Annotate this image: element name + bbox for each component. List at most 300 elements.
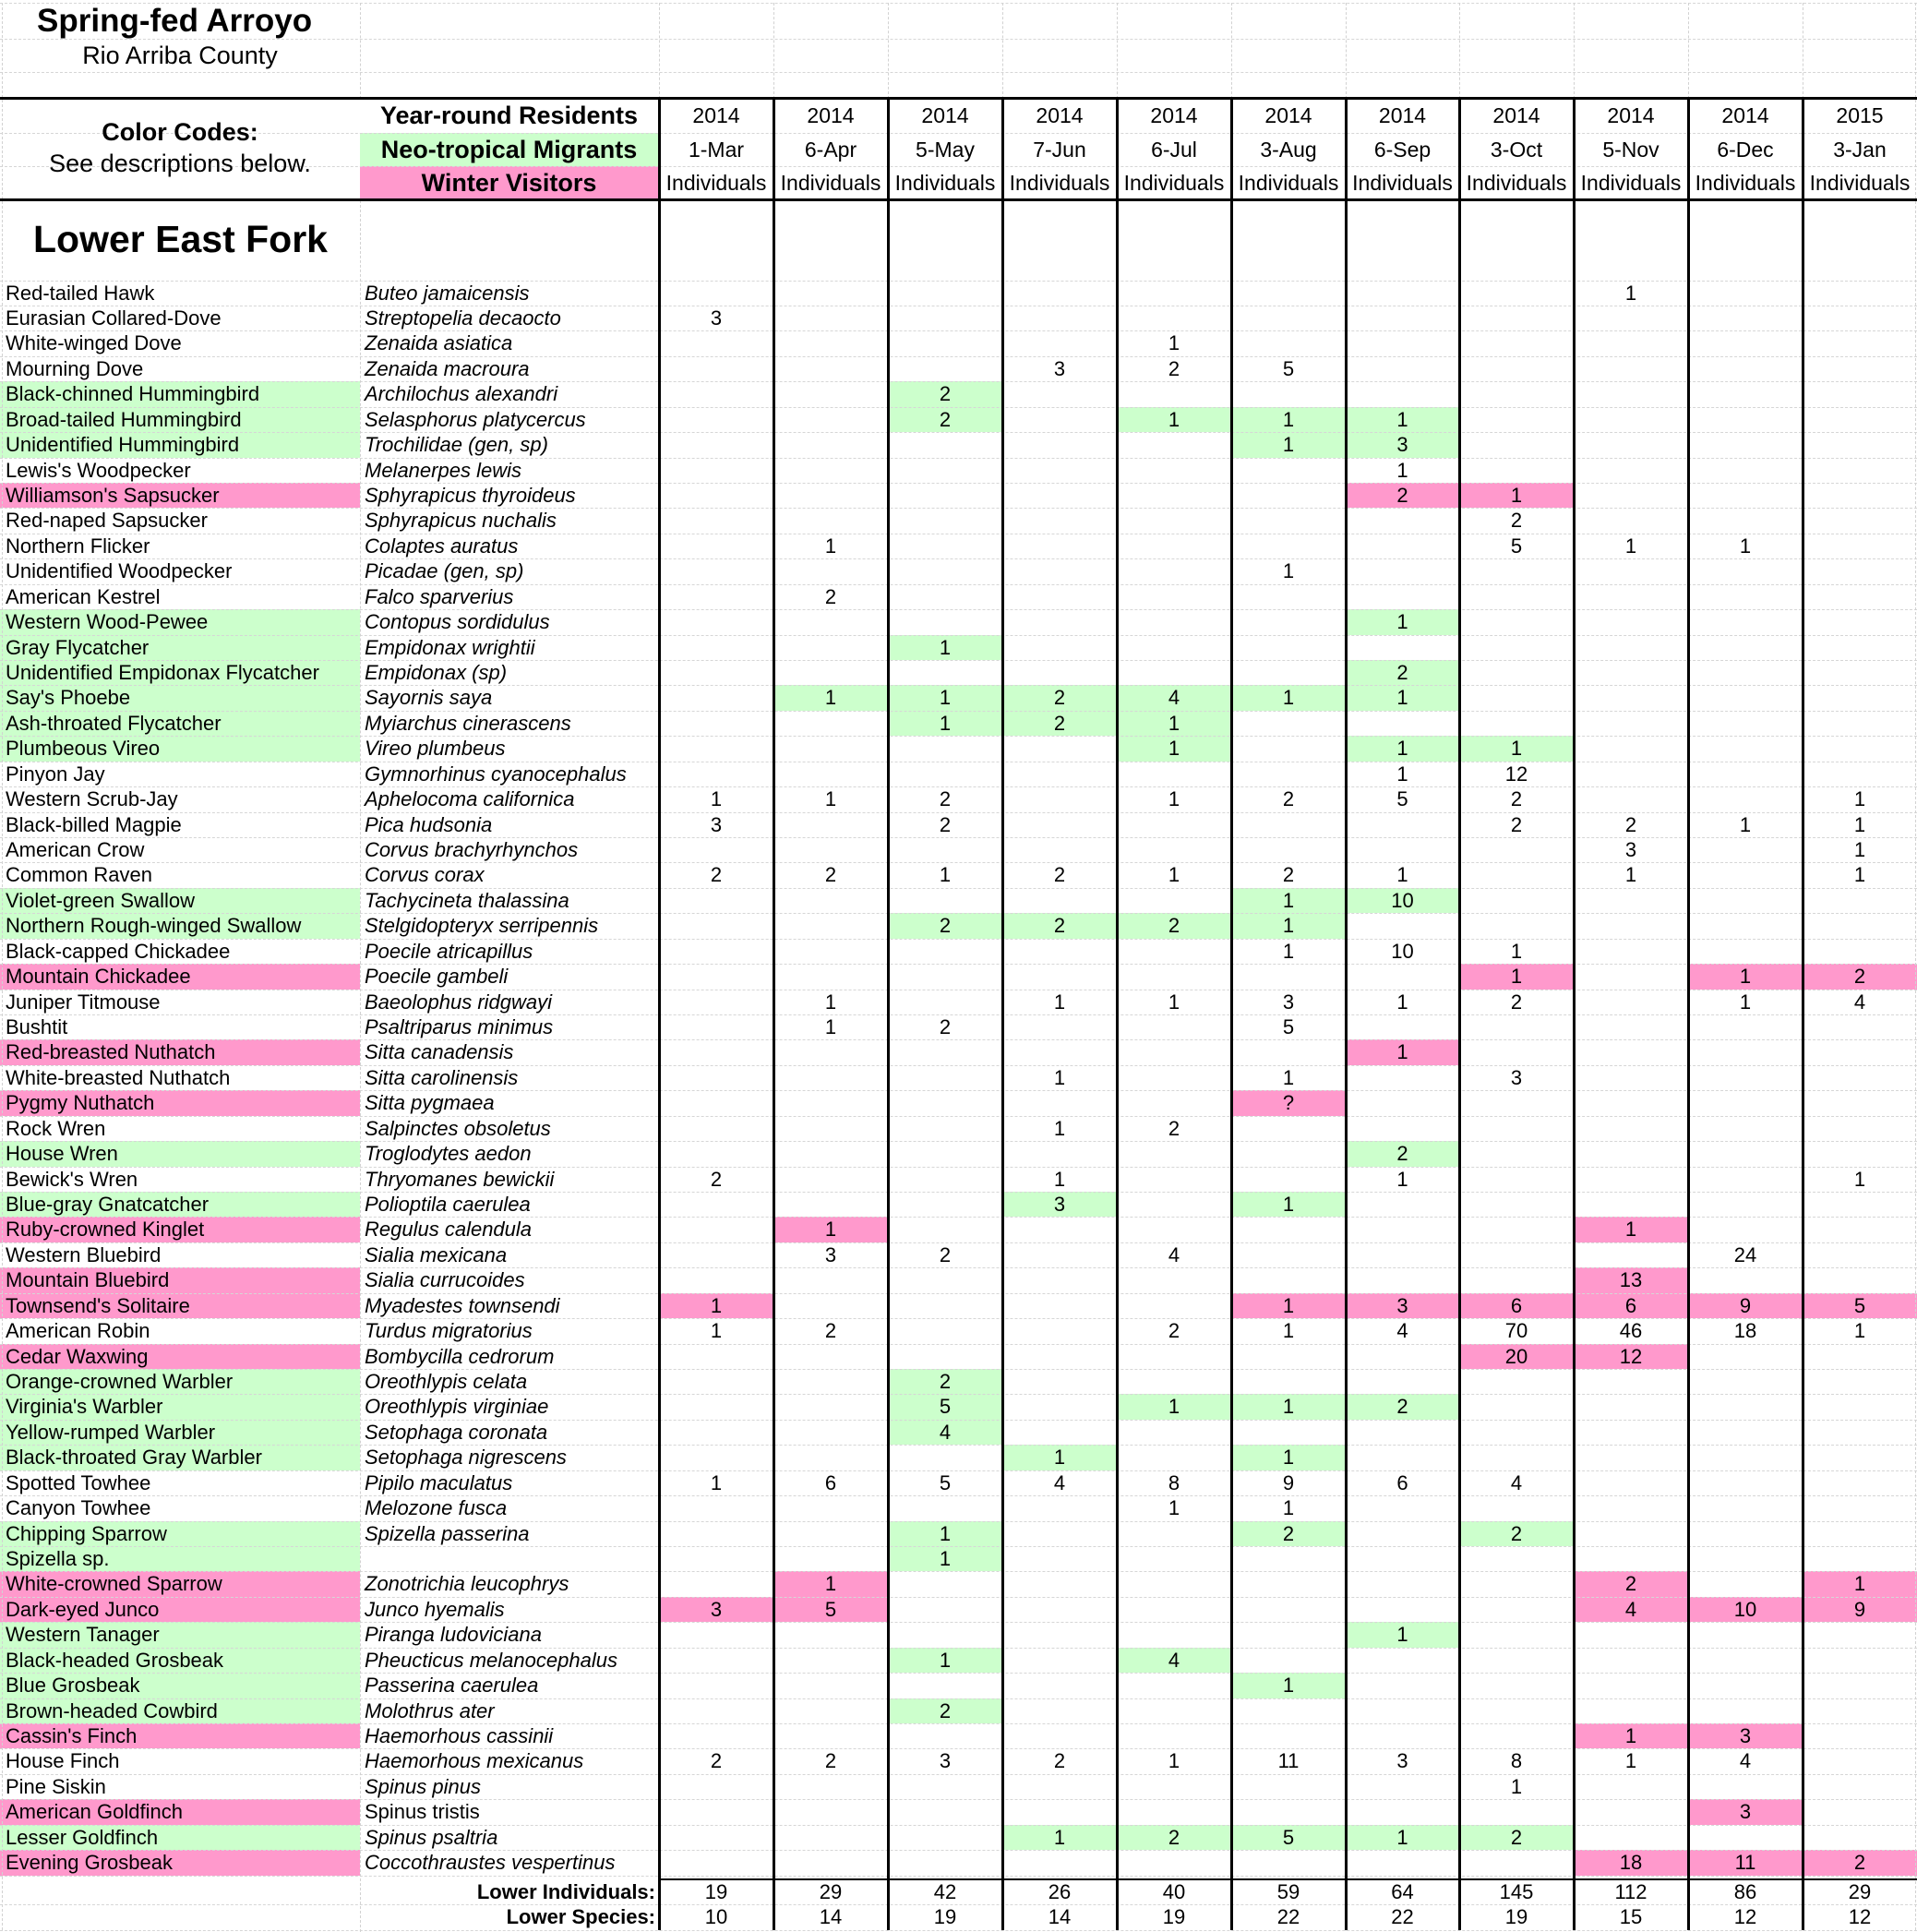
count-cell [659,1546,773,1571]
count-cell [773,939,888,964]
count-cell [1117,1673,1231,1698]
count-cell: 70 [1504,1319,1528,1343]
species-scientific-name: Sialia mexicana [365,1242,508,1266]
legend-winter-visitors: Winter Visitors [421,169,597,197]
count-cell [888,1065,1002,1090]
count-cell: 10 [1391,888,1414,912]
count-cell: 2 [1510,1521,1523,1545]
count-cell [1231,1698,1346,1723]
count-cell: 3 [1396,1749,1408,1773]
count-cell [1117,1065,1231,1090]
grid-col-line [659,3,660,99]
count-cell: 1 [939,863,952,887]
count-cell [1459,1242,1574,1267]
count-cell [1002,407,1117,432]
count-cell [659,1673,773,1698]
count-cell [1117,483,1231,508]
species-common-name: House Wren [6,1142,118,1166]
count-cell [773,1723,888,1748]
species-common-name: Bushtit [6,1014,68,1038]
count-cell [1803,1267,1917,1292]
species-scientific-name: Spinus tristis [365,1800,480,1824]
species-common-name: Violet-green Swallow [6,888,196,912]
column-year: 2015 [1836,103,1884,127]
count-cell [1459,1090,1574,1115]
count-cell [773,1141,888,1166]
count-cell: 1 [1168,990,1180,1014]
count-cell: 1 [1282,1319,1295,1343]
count-cell [1459,1394,1574,1419]
count-cell [1346,1850,1459,1875]
count-cell [1346,635,1459,660]
count-cell [773,381,888,406]
count-cell: 20 [1504,1344,1528,1368]
count-cell: 2 [1510,787,1523,811]
count-cell [659,1495,773,1520]
species-common-name: Mountain Chickadee [6,965,191,989]
count-cell [1574,407,1688,432]
count-cell: 1 [1053,1825,1066,1849]
species-scientific-name: Piranga ludoviciana [365,1623,543,1647]
count-cell [1002,534,1117,558]
species-common-name: Gray Flycatcher [6,635,150,659]
count-cell [1346,558,1459,583]
count-cell [1574,736,1688,761]
count-cell [1803,483,1917,508]
count-cell: 1 [1282,1496,1295,1520]
species-common-name: Black-headed Grosbeak [6,1648,224,1672]
count-cell [1002,1648,1117,1673]
count-cell [1688,1369,1803,1394]
count-cell [1688,1217,1803,1242]
species-common-name: Broad-tailed Hummingbird [6,407,242,431]
total-species-cell: 10 [704,1904,728,1928]
count-cell [1574,1622,1688,1647]
count-cell [1002,1267,1117,1292]
count-cell: 2 [710,1749,723,1773]
count-cell [1231,1597,1346,1622]
count-cell [1803,1799,1917,1824]
count-cell [773,1622,888,1647]
count-cell [888,1090,1002,1115]
species-scientific-name: Buteo jamaicensis [365,281,530,305]
count-cell: 11 [1277,1749,1300,1773]
count-cell: 2 [1396,1395,1408,1419]
species-common-name: Virginia's Warbler [6,1395,163,1419]
column-year: 2014 [921,103,969,127]
count-cell [888,584,1002,609]
count-cell [888,1267,1002,1292]
count-cell: 1 [1739,534,1752,558]
count-cell [773,812,888,837]
count-cell [659,1141,773,1166]
species-common-name: Red-naped Sapsucker [6,509,208,533]
species-common-name: Cedar Waxwing [6,1344,149,1368]
color-codes-label: Color Codes: [102,118,258,146]
count-cell [1117,458,1231,483]
count-cell [1803,534,1917,558]
count-cell [1803,685,1917,710]
count-cell [1574,584,1688,609]
count-cell [1231,281,1346,306]
species-scientific-name: Baeolophus ridgwayi [365,990,553,1014]
species-scientific-name: Poecile atricapillus [365,939,533,963]
count-cell [1117,1267,1231,1292]
species-scientific-name: Zenaida macroura [365,356,530,380]
count-cell [1688,1014,1803,1039]
count-cell [888,1293,1002,1318]
count-cell [1459,660,1574,685]
count-cell: 3 [824,1242,837,1266]
count-cell [1803,1090,1917,1115]
total-species-cell: 12 [1733,1904,1757,1928]
count-cell [1688,381,1803,406]
species-scientific-name: Junco hyemalis [365,1597,505,1621]
total-species-cell: 19 [1162,1904,1186,1928]
count-cell [1117,812,1231,837]
count-cell [1688,432,1803,457]
count-cell: 1 [1053,1446,1066,1470]
species-scientific-name: Oreothlypis celata [365,1369,528,1393]
count-cell [1346,1698,1459,1723]
grid-col-line [773,3,774,99]
count-cell [1231,837,1346,862]
count-cell [1117,837,1231,862]
count-cell [1574,1014,1688,1039]
total-species-cell: 12 [1848,1904,1872,1928]
count-cell [1002,812,1117,837]
species-scientific-name: Passerina caerulea [365,1674,539,1698]
count-cell: 3 [710,1597,723,1621]
section-title: Lower East Fork [33,218,328,260]
count-cell: 3 [710,812,723,836]
count-cell [1803,913,1917,938]
column-year: 2014 [1150,103,1198,127]
count-cell [1231,1850,1346,1875]
species-common-name: Evening Grosbeak [6,1851,173,1875]
count-cell [1688,1673,1803,1698]
count-cell [659,609,773,634]
count-cell [888,888,1002,913]
count-cell [659,964,773,989]
count-cell [1346,330,1459,355]
species-common-name: Black-chinned Hummingbird [6,382,260,406]
count-cell: 4 [939,1420,952,1444]
count-cell [1688,939,1803,964]
total-individuals-label: Lower Individuals: [476,1879,655,1903]
count-cell: 2 [939,787,952,811]
count-cell: 1 [1396,1623,1408,1647]
species-scientific-name: Colaptes auratus [365,534,519,558]
count-cell [1803,762,1917,786]
count-cell [773,660,888,685]
count-cell [1231,1167,1346,1192]
grid-row-line [0,1930,1917,1931]
species-scientific-name: Trochilidae (gen, sp) [365,433,548,457]
count-cell: 1 [1624,281,1637,305]
column-date: 6-Jul [1151,137,1197,162]
count-cell [773,888,888,913]
count-cell [659,356,773,381]
count-cell [1459,281,1574,306]
count-cell: 2 [824,863,837,887]
count-cell: 4 [1168,1648,1180,1672]
count-cell: 5 [1282,1825,1295,1849]
count-cell [1231,1141,1346,1166]
count-cell [1459,1673,1574,1698]
count-cell [1574,685,1688,710]
count-cell: 2 [1053,863,1066,887]
species-scientific-name: Corvus brachyrhynchos [365,837,579,861]
count-cell [1117,1344,1231,1369]
count-cell: 1 [710,787,723,811]
count-cell [1574,711,1688,736]
count-cell [1346,1014,1459,1039]
count-cell [1117,1293,1231,1318]
column-metric: Individuals [1580,171,1682,195]
species-common-name: Common Raven [6,863,152,887]
count-cell [888,762,1002,786]
count-cell [1459,407,1574,432]
count-cell [1688,862,1803,887]
count-cell: 1 [1396,1167,1408,1191]
count-cell [1574,1648,1688,1673]
count-cell: 1 [1396,762,1408,786]
count-cell [1346,1546,1459,1571]
grid-col-line [1231,3,1232,99]
total-individuals-cell: 29 [1848,1879,1872,1903]
count-cell: 1 [824,534,837,558]
column-year: 2014 [1492,103,1540,127]
count-cell [1688,1521,1803,1546]
count-cell [1803,609,1917,634]
species-common-name: Black-throated Gray Warbler [6,1446,262,1470]
grid-col-line [360,3,361,99]
count-cell: 1 [1739,990,1752,1014]
species-scientific-name: Oreothlypis virginiae [365,1395,549,1419]
count-cell: 1 [1853,1572,1866,1596]
count-cell [1346,281,1459,306]
count-cell: 2 [939,1698,952,1722]
species-scientific-name: Sayornis saya [365,686,493,710]
count-cell [1117,584,1231,609]
count-cell [773,407,888,432]
count-cell [659,762,773,786]
count-cell: 2 [1053,686,1066,710]
count-cell [888,1116,1002,1141]
count-cell [1231,1648,1346,1673]
count-cell [1688,330,1803,355]
count-cell [888,1217,1002,1242]
count-cell: 2 [1282,787,1295,811]
count-cell [659,990,773,1014]
count-cell [1688,913,1803,938]
count-cell [1688,711,1803,736]
count-cell: 2 [939,812,952,836]
count-cell [1574,1192,1688,1217]
count-cell [1688,1571,1803,1596]
column-date: 1-Mar [688,137,745,162]
count-cell [1346,534,1459,558]
count-cell [1231,1039,1346,1064]
count-cell [888,330,1002,355]
count-cell [1346,1673,1459,1698]
count-cell [1346,1116,1459,1141]
count-cell [1002,888,1117,913]
count-cell [1346,1648,1459,1673]
total-individuals-cell: 86 [1733,1879,1757,1903]
column-date: 6-Sep [1373,137,1432,162]
count-cell: 5 [1396,787,1408,811]
count-cell [1002,635,1117,660]
count-cell [1117,1167,1231,1192]
count-cell [1688,356,1803,381]
total-species-cell: 14 [819,1904,843,1928]
count-cell [1117,1546,1231,1571]
count-cell [1574,1167,1688,1192]
grid-row-line [0,1876,1917,1877]
species-common-name: Chipping Sparrow [6,1521,167,1545]
count-cell [1574,1141,1688,1166]
count-cell [1231,635,1346,660]
count-cell [659,736,773,761]
count-cell: 2 [1282,1521,1295,1545]
count-cell [1688,837,1803,862]
count-cell [1574,1698,1688,1723]
count-cell: 2 [1853,1851,1866,1875]
species-scientific-name: Zonotrichia leucophrys [365,1572,569,1596]
count-cell [659,711,773,736]
count-cell: 1 [1168,331,1180,355]
count-cell: 1 [1282,559,1295,583]
count-cell: 3 [1396,433,1408,457]
count-cell [1803,1217,1917,1242]
count-cell [659,1090,773,1115]
count-cell [1459,1420,1574,1445]
count-cell [773,837,888,862]
count-cell: 1 [1510,1774,1523,1798]
species-scientific-name: Sitta pygmaea [365,1091,495,1115]
species-scientific-name: Sitta canadensis [365,1040,514,1064]
species-scientific-name: Setophaga coronata [365,1420,548,1444]
count-cell [1574,1065,1688,1090]
count-cell [1803,1470,1917,1495]
column-date: 5-May [916,137,975,162]
count-cell [1231,711,1346,736]
column-date: 3-Jan [1833,137,1887,162]
count-cell [1002,330,1117,355]
count-cell [1231,1344,1346,1369]
count-cell [1231,483,1346,508]
count-cell [1574,1242,1688,1267]
count-cell [1459,1546,1574,1571]
count-cell: 1 [1053,1116,1066,1140]
count-cell [659,508,773,533]
count-cell [1459,1116,1574,1141]
count-cell: 2 [1168,914,1180,938]
count-cell [1574,356,1688,381]
count-cell [659,635,773,660]
count-cell: 13 [1619,1268,1643,1292]
count-cell [1002,1014,1117,1039]
count-cell [773,1521,888,1546]
count-cell [1231,306,1346,330]
count-cell: 1 [1853,837,1866,861]
species-scientific-name: Haemorhous cassinii [365,1724,554,1747]
grid-col-line [888,3,889,99]
count-cell [1346,1597,1459,1622]
count-cell [1459,1850,1574,1875]
count-cell [1117,432,1231,457]
count-cell [1574,306,1688,330]
count-cell [773,458,888,483]
count-cell [1346,306,1459,330]
count-cell [659,1394,773,1419]
count-cell: 1 [1510,483,1523,507]
count-cell [1688,1344,1803,1369]
species-scientific-name: Spizella passerina [365,1521,530,1545]
count-cell: 1 [1282,914,1295,938]
count-cell [1346,812,1459,837]
species-scientific-name: Regulus calendula [365,1218,533,1242]
count-cell [1231,1217,1346,1242]
count-cell: 1 [1168,407,1180,431]
count-cell [1459,685,1574,710]
count-cell [1803,381,1917,406]
count-cell [1459,1445,1574,1470]
count-cell [1688,281,1803,306]
count-cell: 2 [1396,483,1408,507]
count-cell [888,356,1002,381]
count-cell: 4 [1168,686,1180,710]
count-cell [888,1192,1002,1217]
species-common-name: Northern Rough-winged Swallow [6,914,302,938]
count-cell: 1 [710,1470,723,1494]
count-cell [1459,1039,1574,1064]
count-cell: 2 [939,382,952,406]
count-cell [1688,1420,1803,1445]
count-cell: 3 [939,1749,952,1773]
count-cell: 24 [1733,1242,1757,1266]
species-scientific-name: Troglodytes aedon [365,1142,532,1166]
count-cell [773,711,888,736]
count-cell [1574,1546,1688,1571]
count-cell [1002,736,1117,761]
count-cell: 5 [1282,1014,1295,1038]
count-cell: 5 [1853,1293,1866,1317]
count-cell [659,1445,773,1470]
count-cell [1688,458,1803,483]
count-cell [1002,381,1117,406]
species-scientific-name: Sitta carolinensis [365,1065,519,1089]
species-common-name: Northern Flicker [6,534,150,558]
count-cell [1688,1267,1803,1292]
count-cell [1574,913,1688,938]
count-cell: 6 [1396,1470,1408,1494]
species-scientific-name: Empidonax wrightii [365,635,535,659]
count-cell [659,558,773,583]
species-scientific-name: Poecile gambeli [365,965,509,989]
count-cell [1688,1192,1803,1217]
species-common-name: Blue-gray Gnatcatcher [6,1192,210,1216]
count-cell [1117,762,1231,786]
count-cell [1688,1622,1803,1647]
count-cell [1459,1141,1574,1166]
count-cell: 1 [1168,1395,1180,1419]
species-common-name: Cassin's Finch [6,1724,138,1747]
count-cell [1002,1293,1117,1318]
count-cell [1803,1039,1917,1064]
